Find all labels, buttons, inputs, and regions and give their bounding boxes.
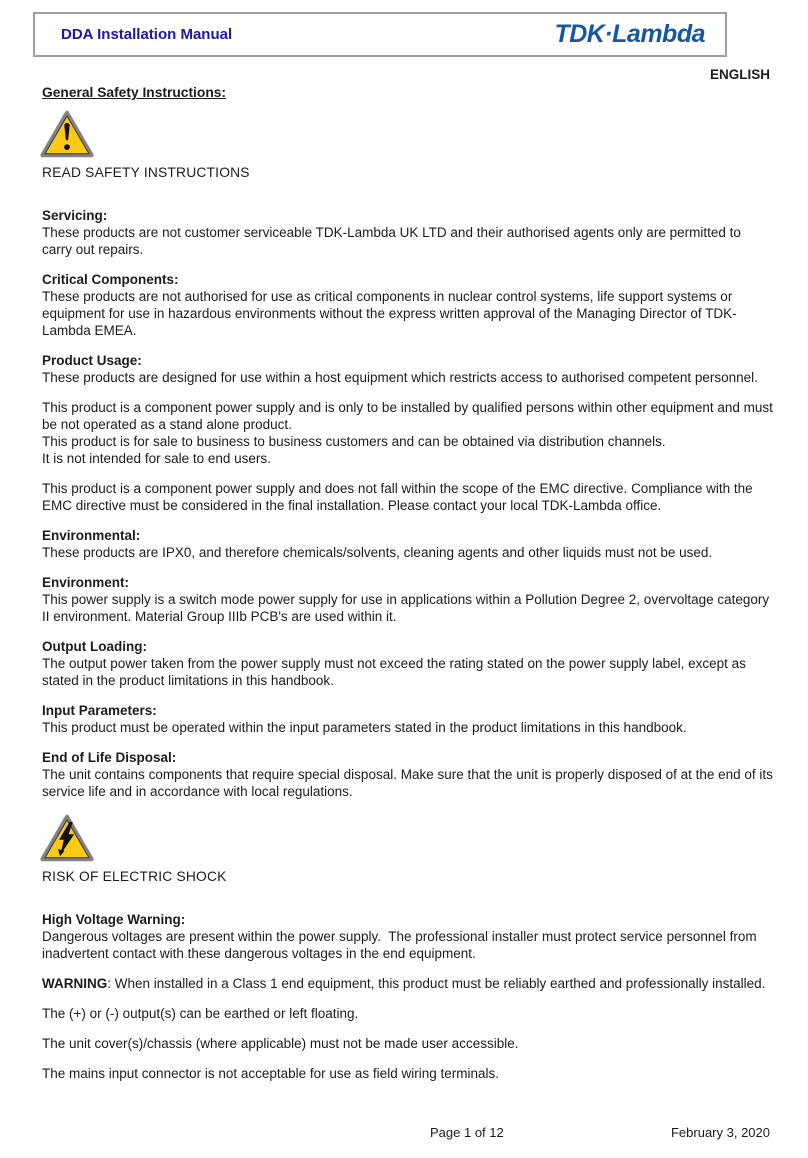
section-heading: Environmental: <box>42 528 141 543</box>
section-heading: Servicing: <box>42 208 108 223</box>
paragraph-line: These products are not authorised for use as critical components in nuclear control systems, life support systems or equipment for use in hazardous environments without the express written approval of the Managing Director of TDK-Lambda EMEA. <box>42 289 737 338</box>
page-title: General Safety Instructions: <box>42 85 227 100</box>
paragraph-line: These products are designed for use within a host equipment which restricts access to authorised competent personnel. <box>42 370 758 385</box>
section-heading: Environment: <box>42 575 130 590</box>
paragraph-line: The unit contains components that require special disposal. Make sure that the unit is properly disposed of at the end of its service life and in accordance with local regulations. <box>42 767 773 799</box>
text-section <box>42 527 774 561</box>
text-section <box>42 271 774 339</box>
icon-caption: RISK OF ELECTRIC SHOCK <box>42 869 227 884</box>
language-label: ENGLISH <box>709 67 770 82</box>
header-box <box>33 12 727 57</box>
bold-label: WARNING <box>42 976 108 991</box>
section-heading: Product Usage: <box>42 353 142 368</box>
paragraph-line: This product must be operated within the input parameters stated in the product limitations in this handbook. <box>42 720 687 735</box>
paragraph-line: The (+) or (-) output(s) can be earthed or left floating. <box>42 1006 359 1021</box>
icon-caption: READ SAFETY INSTRUCTIONS <box>42 165 250 180</box>
paragraph-line: WARNING: When installed in a Class 1 end equipment, this product must be reliably earthed and professionally installed. <box>42 976 766 991</box>
paragraph-line: This power supply is a switch mode power supply for use in applications within a Pollution Degree 2, overvoltage category II environment. Material Group IIIb PCB's are used within it. <box>42 592 770 624</box>
paragraph-line: The unit cover(s)/chassis (where applicable) must not be made user accessible. <box>42 1036 519 1051</box>
electric-shock-icon <box>40 813 96 863</box>
text-section <box>42 911 774 962</box>
text-section <box>42 1005 774 1022</box>
text-section <box>42 352 774 386</box>
paragraph-line: The mains input connector is not acceptable for use as field wiring terminals. <box>42 1066 499 1081</box>
section-heading: High Voltage Warning: <box>42 912 186 927</box>
paragraph-line: This product is a component power supply and does not fall within the scope of the EMC directive. Compliance with the EMC directive must be considered in the final installation. Please contact your local TDK-Lambda office. <box>42 481 753 513</box>
page-footer <box>0 1124 808 1144</box>
footer-date: February 3, 2020 <box>670 1125 770 1140</box>
paragraph-line: It is not intended for sale to end users. <box>42 451 271 466</box>
text-section <box>42 638 774 689</box>
document-content <box>42 84 774 1095</box>
section-heading: Output Loading: <box>42 639 147 654</box>
tdk-lambda-logo: TDK·Lambda <box>554 20 705 48</box>
text-section <box>42 702 774 736</box>
text-section <box>42 574 774 625</box>
text-section <box>42 480 774 514</box>
text-section <box>42 1035 774 1052</box>
text-section <box>42 749 774 800</box>
document-body <box>42 109 774 1082</box>
page-number: Page 1 of 12 <box>430 1125 504 1140</box>
text-section <box>42 399 774 467</box>
warning-triangle-icon <box>40 109 96 159</box>
paragraph-line: These products are IPX0, and therefore chemicals/solvents, cleaning agents and other liquids must not be used. <box>42 545 713 560</box>
paragraph-line: This product is for sale to business to business customers and can be obtained via distribution channels. <box>42 434 666 449</box>
text-section <box>42 1065 774 1082</box>
paragraph-line: Dangerous voltages are present within the power supply. The professional installer must protect service personnel from inadvertent contact with these dangerous voltages in the end equipment. <box>42 929 757 961</box>
section-heading: Critical Components: <box>42 272 179 287</box>
section-heading: Input Parameters: <box>42 703 157 718</box>
section-heading: End of Life Disposal: <box>42 750 177 765</box>
paragraph-line: This product is a component power supply and is only to be installed by qualified persons within other equipment and must be not operated as a stand alone product. <box>42 400 773 432</box>
text-section <box>42 207 774 258</box>
document-title: DDA Installation Manual <box>61 26 233 43</box>
text-section <box>42 975 774 992</box>
paragraph-line: These products are not customer serviceable TDK-Lambda UK LTD and their authorised agents only are permitted to carry out repairs. <box>42 225 741 257</box>
paragraph-line: The output power taken from the power supply must not exceed the rating stated on the power supply label, except as stated in the product limitations in this handbook. <box>42 656 746 688</box>
